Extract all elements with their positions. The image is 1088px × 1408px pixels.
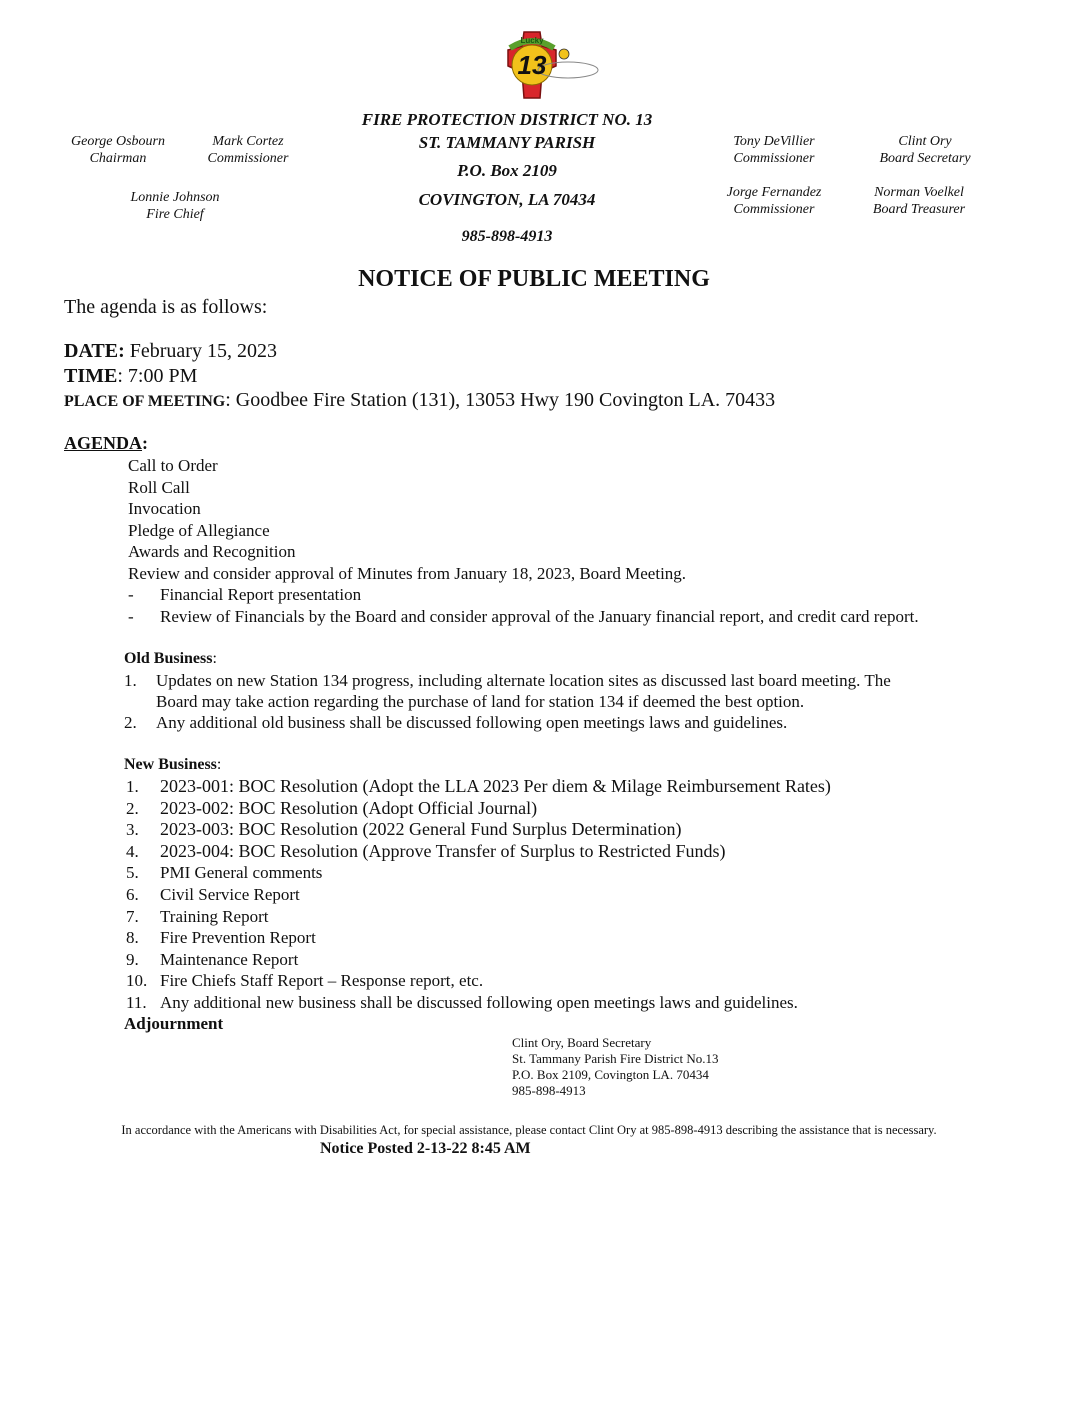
list-item-text: 2023-004: BOC Resolution (Approve Transfer of Surplus to Restricted Funds) <box>160 840 726 861</box>
list-item-text: Any additional new business shall be discussed following open meetings laws and guidelines. <box>160 992 798 1012</box>
logo-number: 13 <box>517 50 547 80</box>
signature-block <box>512 1035 718 1099</box>
page-title: NOTICE OF PUBLIC MEETING <box>358 266 710 292</box>
officer-title: Commissioner <box>733 151 815 166</box>
officer-name: Jorge Fernandez <box>726 185 822 200</box>
place-label: PLACE OF MEETING <box>64 393 226 410</box>
officer-title: Board Treasurer <box>872 202 966 217</box>
dash-bullet: - <box>128 607 134 626</box>
time-label: TIME <box>64 365 118 387</box>
list-item: Roll Call <box>128 477 190 497</box>
agenda-list <box>128 455 686 585</box>
list-number: 8. <box>126 928 139 948</box>
list-item <box>126 927 831 949</box>
new-business-colon: : <box>216 756 222 773</box>
list-item-text: Fire Chiefs Staff Report – Response report, etc. <box>160 971 484 991</box>
posted-time: 8:45 AM <box>471 1140 531 1157</box>
list-item: Review and consider approval of Minutes from January 18, 2023, Board Meeting. <box>128 563 687 583</box>
old-business-label: Old Business <box>124 650 213 667</box>
list-number: 7. <box>126 906 139 926</box>
list-item-text: Training Report <box>160 906 269 926</box>
meeting-time <box>64 365 197 388</box>
list-item-text: Any additional old business shall be discussed following open meetings laws and guidelines. <box>156 713 788 732</box>
officer-chairman <box>48 133 188 167</box>
dash-bullet: - <box>128 585 134 604</box>
officer-name: George Osbourn <box>71 134 165 149</box>
list-number: 2. <box>124 713 137 732</box>
list-item <box>126 970 831 992</box>
agenda-dash-list <box>128 584 919 628</box>
adjournment: Adjournment <box>124 1014 224 1033</box>
agenda-label: AGENDA <box>64 433 143 453</box>
list-number: 11. <box>126 992 147 1012</box>
officer-title: Commissioner <box>733 202 815 217</box>
date-value: February 15, 2023 <box>124 340 277 362</box>
header-line-3: P.O. Box 2109 <box>457 161 557 180</box>
list-item <box>126 776 831 798</box>
list-item-text: 2023-002: BOC Resolution (Adopt Official Journal) <box>160 797 538 818</box>
officer-title: Commissioner <box>207 151 289 166</box>
logo-caption: Lucky <box>520 36 544 45</box>
date-label: DATE: <box>64 340 125 362</box>
officer-name: Mark Cortez <box>212 134 284 149</box>
list-item-text: 2023-003: BOC Resolution (2022 General Fund Surplus Determination) <box>160 819 682 840</box>
list-number: 3. <box>126 820 139 840</box>
ada-notice: In accordance with the Americans with Disabilities Act, for special assistance, please contact Clint Ory at 985-898-4913 describing the assistance that is necessary. <box>121 1123 937 1137</box>
header-phone: 985-898-4913 <box>461 228 553 245</box>
officer-title: Fire Chief <box>146 207 204 222</box>
meeting-place <box>64 389 775 412</box>
agenda-intro: The agenda is as follows: <box>64 296 268 318</box>
officer-board-secretary <box>855 133 995 167</box>
new-business-heading <box>124 756 221 774</box>
officer-title: Board Secretary <box>879 151 971 166</box>
list-number: 10. <box>126 971 148 991</box>
agenda-colon: : <box>142 433 149 453</box>
list-item <box>126 906 831 928</box>
old-business-heading <box>124 650 217 668</box>
list-item: Pledge of Allegiance <box>128 520 270 540</box>
signature-line: Clint Ory, Board Secretary <box>512 1035 652 1050</box>
header-line-1: FIRE PROTECTION DISTRICT NO. 13 <box>361 110 653 129</box>
officer-board-treasurer <box>849 184 989 218</box>
district-logo <box>484 28 604 108</box>
list-item-text: Financial Report presentation <box>160 585 362 604</box>
officer-name: Clint Ory <box>898 134 952 149</box>
new-business-list <box>126 776 831 1014</box>
list-item: Call to Order <box>128 456 218 475</box>
list-number: 6. <box>126 884 139 904</box>
list-item <box>126 841 831 863</box>
time-value: : 7:00 PM <box>117 365 198 387</box>
list-item: Awards and Recognition <box>128 542 296 562</box>
list-number: 2. <box>126 798 139 818</box>
list-item: Invocation <box>128 499 201 519</box>
officer-commissioner-devillier <box>704 133 844 167</box>
new-business-label: New Business <box>124 756 217 773</box>
list-item-text: 2023-001: BOC Resolution (Adopt the LLA 2023 Per diem & Milage Reimbursement Rates) <box>160 776 831 796</box>
list-item <box>126 862 831 884</box>
list-item-text: Civil Service Report <box>160 884 300 904</box>
signature-line: 985-898-4913 <box>512 1083 586 1098</box>
officer-name: Lonnie Johnson <box>130 190 220 205</box>
officer-fire-chief <box>105 189 245 223</box>
officer-commissioner-cortez <box>178 133 318 167</box>
signature-line: St. Tammany Parish Fire District No.13 <box>512 1051 719 1066</box>
list-number: 1. <box>124 671 137 690</box>
list-item-text: Review of Financials by the Board and consider approval of the January financial report, and credit card report. <box>160 607 919 626</box>
list-item <box>124 670 1024 712</box>
officer-title: Chairman <box>89 151 147 166</box>
header-line-2: ST. TAMMANY PARISH <box>418 133 596 152</box>
list-item <box>126 992 831 1014</box>
list-item-text-cont: Board may take action regarding the purchase of land for station 134 if deemed the best option. <box>156 692 805 711</box>
posted-label: Notice Posted 2-13-22 <box>320 1140 472 1157</box>
list-item-text: PMI General comments <box>160 863 323 883</box>
officer-name: Tony DeVillier <box>733 134 815 149</box>
old-business-list <box>124 670 1024 733</box>
list-item <box>124 712 1024 733</box>
signature-line: P.O. Box 2109, Covington LA. 70434 <box>512 1067 709 1082</box>
list-number: 1. <box>126 777 139 796</box>
list-number: 9. <box>126 949 139 969</box>
list-item <box>126 884 831 906</box>
old-business-colon: : <box>212 650 217 667</box>
officer-commissioner-fernandez <box>704 184 844 218</box>
meeting-date <box>64 340 277 363</box>
list-item <box>126 949 831 971</box>
header-line-4: COVINGTON, LA 70434 <box>418 190 596 209</box>
list-item <box>126 819 831 841</box>
officer-name: Norman Voelkel <box>874 185 964 200</box>
list-item <box>128 584 919 606</box>
list-item <box>126 798 831 820</box>
place-value: : Goodbee Fire Station (131), 13053 Hwy 190 Covington LA. 70433 <box>225 389 776 411</box>
list-number: 5. <box>126 863 139 883</box>
posted-notice <box>320 1140 531 1158</box>
list-item-text: Maintenance Report <box>160 949 299 969</box>
list-item <box>128 606 919 628</box>
agenda-heading <box>64 433 148 454</box>
list-number: 4. <box>126 841 139 861</box>
list-item-text: Updates on new Station 134 progress, including alternate location sites as discussed last board meeting. The <box>156 671 891 690</box>
list-item-text: Fire Prevention Report <box>160 928 316 948</box>
